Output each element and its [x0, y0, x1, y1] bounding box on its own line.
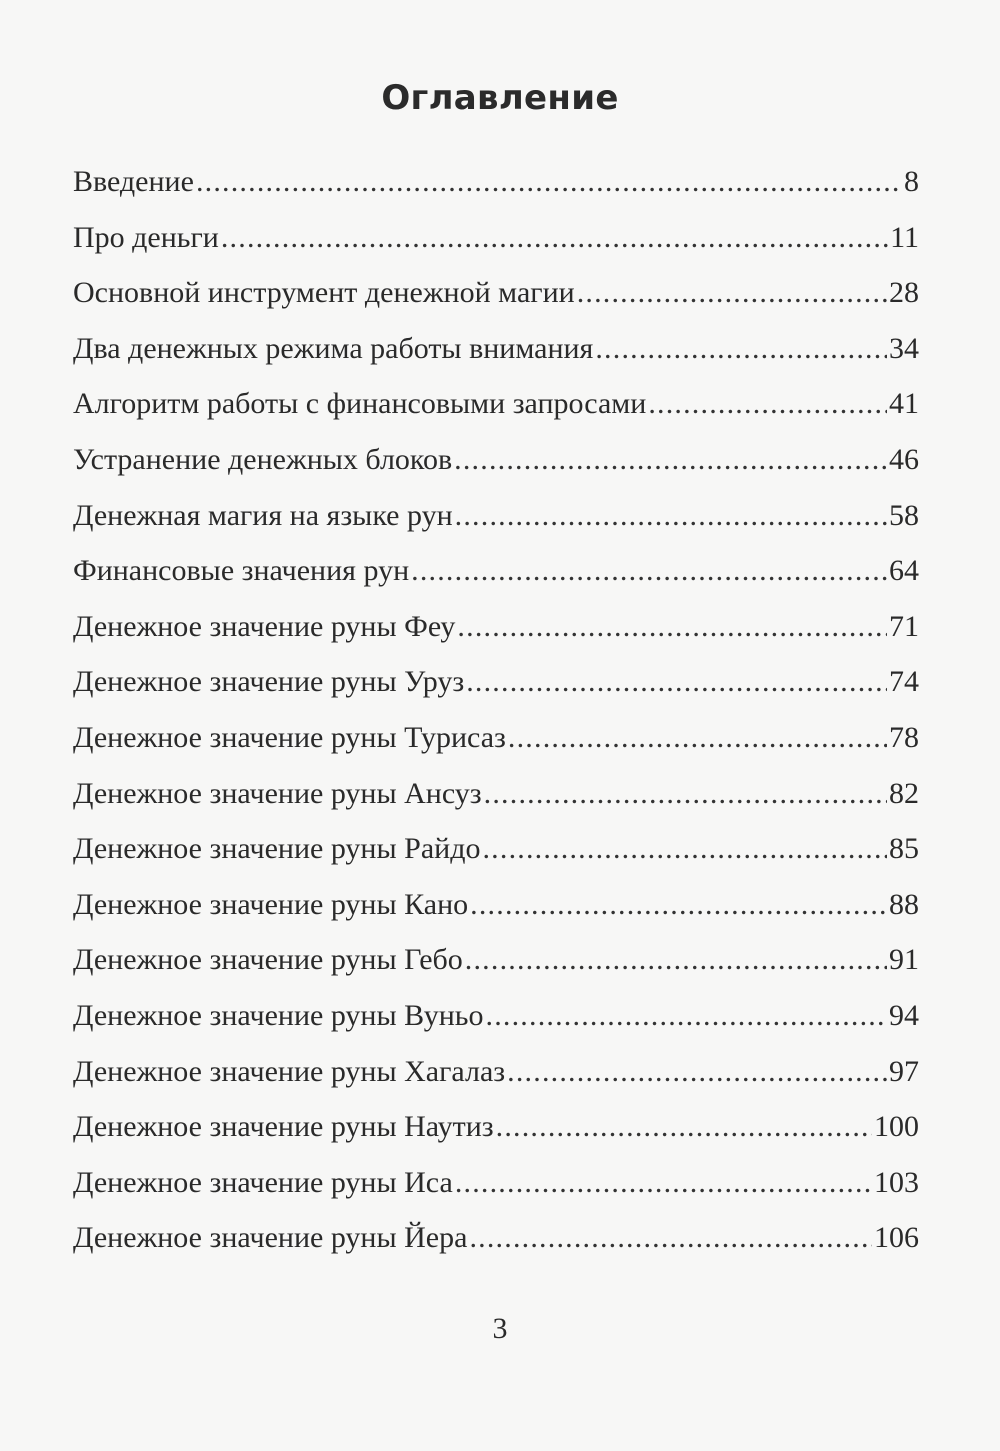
toc-entry-page: 97: [889, 1054, 919, 1088]
toc-entry-page: 94: [889, 998, 919, 1032]
toc-entry-title: Денежное значение руны Наутиз: [73, 1110, 494, 1144]
toc-entry: [73, 883, 919, 939]
toc-entry-title: Денежное значение руны Хагалаз: [73, 1054, 506, 1088]
toc-entry: [73, 549, 919, 605]
dot-leader: [455, 1161, 872, 1205]
dot-leader: [196, 160, 902, 204]
toc-entry-title: Введение: [73, 165, 194, 198]
page-number: 3: [492, 1312, 508, 1345]
dot-leader: [484, 772, 887, 816]
dot-leader: [457, 605, 887, 649]
toc-entry: [73, 327, 919, 383]
dot-leader: [508, 716, 887, 760]
dot-leader: [595, 327, 887, 371]
toc-entry-title: Денежная магия на языке рун: [73, 498, 453, 532]
dot-leader: [486, 994, 888, 1038]
dot-leader: [411, 549, 887, 593]
toc-entry-page: 41: [889, 387, 919, 421]
toc-entry: [73, 494, 919, 550]
toc-entry-title: Два денежных режима работы внимания: [73, 331, 594, 365]
toc-entry: [73, 1216, 919, 1272]
toc-entry: [73, 216, 919, 272]
dot-leader: [577, 271, 887, 315]
toc-entry-page: 74: [889, 665, 919, 699]
dot-leader: [482, 827, 887, 871]
dot-leader: [470, 883, 887, 927]
dot-leader: [496, 1105, 872, 1149]
toc-entry-page: 85: [889, 832, 919, 866]
toc-entry-page: 11: [890, 220, 919, 254]
toc-entry: [73, 382, 919, 438]
toc-entry-page: 100: [874, 1110, 919, 1144]
toc-entry-title: Денежное значение руны Иса: [73, 1165, 453, 1199]
toc-entry: [73, 827, 919, 883]
toc-entry: [73, 1161, 919, 1217]
toc-entry-page: 58: [889, 498, 919, 532]
toc-entry-title: Денежное значение руны Кано: [73, 887, 469, 921]
dot-leader: [648, 382, 887, 426]
toc-entry: [73, 1050, 919, 1106]
toc-entry-title: Денежное значение руны Йера: [73, 1221, 468, 1255]
toc-entry-title: Денежное значение руны Вуньо: [73, 998, 484, 1032]
table-of-contents: [73, 160, 919, 1272]
toc-entry: [73, 716, 919, 772]
toc-entry: [73, 772, 919, 828]
toc-entry-title: Финансовые значения рун: [73, 554, 410, 588]
toc-entry-title: Денежное значение руны Турисаз: [73, 720, 506, 754]
toc-entry-title: Устранение денежных блоков: [73, 442, 453, 476]
page-title: Оглавление: [381, 78, 619, 118]
toc-entry-title: Денежное значение руны Ансуз: [73, 776, 482, 810]
toc-entry: [73, 994, 919, 1050]
dot-leader: [454, 438, 887, 482]
toc-entry-page: 91: [889, 943, 919, 977]
toc-entry: [73, 1105, 919, 1161]
toc-entry-page: 34: [889, 331, 919, 365]
toc-entry-page: 28: [889, 276, 919, 310]
dot-leader: [469, 1216, 872, 1260]
toc-entry-page: 8: [904, 165, 919, 198]
toc-entry-page: 106: [874, 1221, 919, 1255]
toc-entry-page: 88: [889, 887, 919, 921]
toc-entry-title: Денежное значение руны Феу: [73, 609, 456, 643]
toc-entry: [73, 160, 919, 216]
toc-entry-page: 71: [889, 609, 919, 643]
dot-leader: [221, 216, 888, 260]
toc-entry-page: 82: [889, 776, 919, 810]
toc-entry-title: Про деньги: [73, 220, 219, 254]
toc-entry-page: 46: [889, 442, 919, 476]
toc-entry-page: 103: [874, 1165, 919, 1199]
toc-entry: [73, 271, 919, 327]
toc-entry-page: 78: [889, 720, 919, 754]
dot-leader: [465, 938, 887, 982]
toc-entry-page: 64: [889, 554, 919, 588]
toc-entry-title: Алгоритм работы с финансовыми запросами: [73, 387, 647, 421]
toc-entry-title: Основной инструмент денежной магии: [73, 276, 575, 310]
toc-entry: [73, 938, 919, 994]
toc-entry: [73, 660, 919, 716]
dot-leader: [507, 1050, 887, 1094]
dot-leader: [455, 494, 887, 538]
toc-entry-title: Денежное значение руны Гебо: [73, 943, 463, 977]
toc-entry-title: Денежное значение руны Райдо: [73, 832, 481, 866]
toc-entry: [73, 438, 919, 494]
toc-entry: [73, 605, 919, 661]
dot-leader: [466, 660, 887, 704]
toc-entry-title: Денежное значение руны Уруз: [73, 665, 465, 699]
